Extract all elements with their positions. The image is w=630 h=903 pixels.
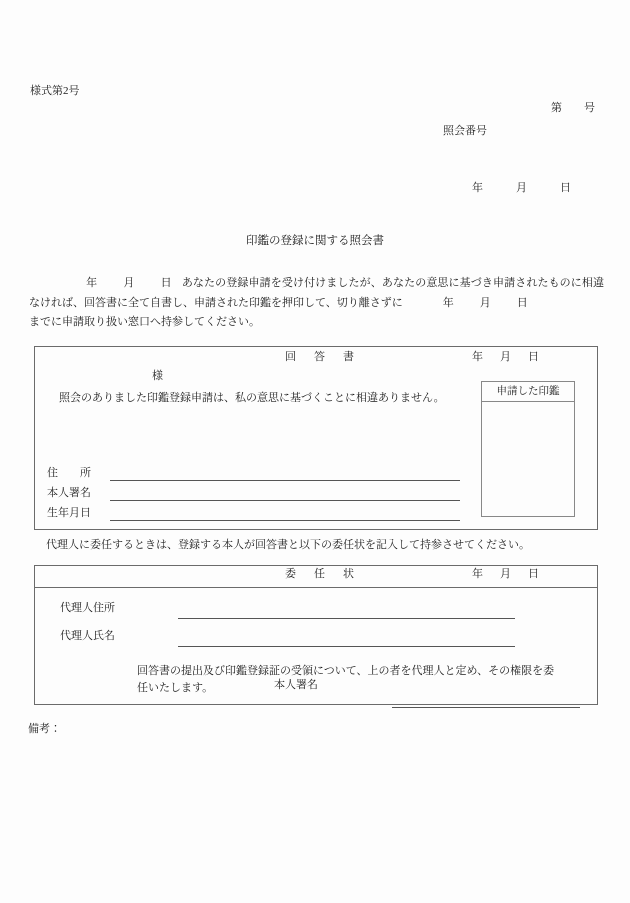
birthdate-input-line[interactable] xyxy=(110,520,460,521)
answer-statement xyxy=(47,389,447,407)
inquiry-number-label: 照会番号 xyxy=(443,125,487,137)
proxy-instruction-note: 代理人に委任するときは、登録する本人が回答書と以下の委任状を記入して持参させてください。 xyxy=(46,539,530,551)
body-paragraph xyxy=(29,274,604,333)
proxy-form-header-divider xyxy=(34,587,598,588)
body-date-month: 月 xyxy=(123,277,135,289)
deadline-month: 月 xyxy=(479,296,491,309)
proxy-name-label: 代理人氏名 xyxy=(60,630,115,642)
principal-signature-label: 本人署名 xyxy=(47,487,91,499)
delegation-statement: 回答書の提出及び印鑑登録証の受領について、上の者を代理人と定め、その権限を委任いたします。 xyxy=(137,665,555,694)
addressee-honorific: 様 xyxy=(152,370,163,382)
deadline-day: 日 xyxy=(516,296,528,309)
address-input-line[interactable] xyxy=(110,480,460,481)
birthdate-label: 生年月日 xyxy=(47,507,91,519)
proxy-form-date-field: 年 月 日 xyxy=(472,568,542,580)
proxy-principal-signature-input-line[interactable] xyxy=(392,707,580,708)
proxy-address-input-line[interactable] xyxy=(178,618,515,619)
proxy-address-label: 代理人住所 xyxy=(60,602,115,614)
page-title: 印鑑の登録に関する照会書 xyxy=(246,235,384,247)
proxy-principal-signature-label: 本人署名 xyxy=(274,679,318,691)
proxy-form-title: 委 任 状 xyxy=(285,568,358,580)
body-sentence-2: までに申請取り扱い窓口へ持参してください。 xyxy=(29,316,260,328)
answer-form-date-field: 年 月 日 xyxy=(472,351,542,363)
body-sentence-1: あなたの登録申請を受け付けましたが、あなたの意思に基づき申請されたものに相違なければ、回答書に全て自書し、申請された印鑑を押印して、切り離さずに xyxy=(29,277,605,309)
remarks-label: 備考： xyxy=(28,723,61,735)
proxy-name-input-line[interactable] xyxy=(178,646,515,647)
body-date-year: 年 xyxy=(86,277,98,289)
seal-impression-box-label: 申請した印鑑 xyxy=(481,381,575,402)
answer-form-title: 回 答 書 xyxy=(285,351,358,363)
issue-date-field: 年 月 日 xyxy=(472,182,571,194)
document-number-field: 第 号 xyxy=(551,102,595,114)
address-label: 住 所 xyxy=(47,467,91,479)
deadline-year: 年 xyxy=(442,296,454,309)
body-date-day: 日 xyxy=(160,277,172,289)
form-number: 様式第2号 xyxy=(30,85,80,97)
principal-signature-input-line[interactable] xyxy=(110,500,460,501)
answer-statement-text: 照会のありました印鑑登録申請は、私の意思に基づくことに相違ありません。 xyxy=(59,392,445,404)
